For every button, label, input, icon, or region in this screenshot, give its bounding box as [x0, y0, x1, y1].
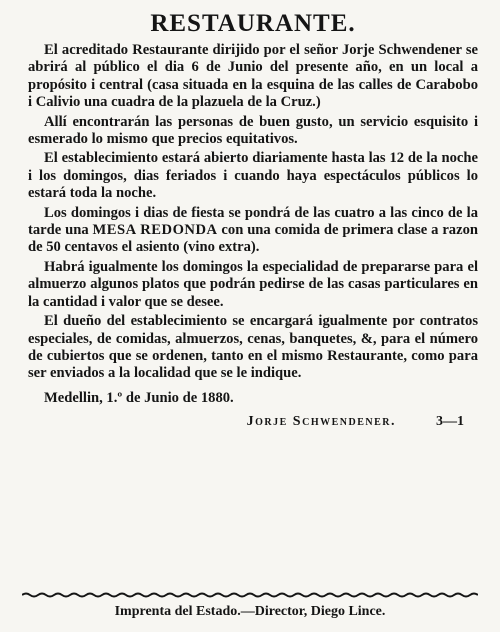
signature-row	[28, 413, 464, 431]
paragraph-sunday-table	[28, 205, 478, 257]
dateline: Medellin, 1.º de Junio de 1880.	[44, 389, 234, 406]
paragraph-catering: El dueño del establecimiento se encargará igualmente por contratos especiales, de comidas, almuerzos, cenas, banquetes, &, para el número de cubiertos que se ordenen, tanto en el mismo Restaurante, como para ser enviados a la localidad que se le indique.	[28, 313, 478, 382]
sunday-text-after: con una comida de primera clase a razon de 50 centavos el asiento (vino extra).	[28, 222, 478, 256]
signature: Jorje Schwendener.	[246, 413, 396, 429]
printer-imprint: Imprenta del Estado.—Director, Diego Lince.	[114, 604, 386, 619]
sunday-text-before: Los domingos i dias de fiesta se pondrá de las cuatro a las cinco de la tarde una	[28, 204, 478, 239]
notice-title: RESTAURANTE.	[150, 10, 356, 37]
paragraph-lunch-dishes: Habrá igualmente los domingos la especialidad de prepararse para el almuerzo algunos platos que podrán pedirse de las casas particulares en la cantidad i valor que se desee.	[28, 258, 478, 310]
wavy-divider-rule	[22, 592, 478, 598]
edition-number: 3—1	[436, 413, 464, 429]
mesa-redonda-emphasis: MESA REDONDA	[92, 222, 218, 239]
paragraph-hours: El establecimiento estará abierto diariamente hasta las 12 de la noche i los domingos, dias feriados i cuando haya espectáculos públicos lo estará toda la noche.	[28, 150, 478, 202]
paragraph-opening: El acreditado Restaurante dirijido por el señor Jorje Schwendener se abrirá al público el dia 6 de Junio del presente año, en un local a propósito i central (casa situada en la esquina de las calles de Carabobo i Calivio una cuadra de la plazuela de la Cruz.)	[28, 42, 478, 111]
paragraph-service: Allí encontrarán las personas de buen gusto, un servicio esquisito i esmerado lo mismo que precios equitativos.	[28, 113, 478, 148]
